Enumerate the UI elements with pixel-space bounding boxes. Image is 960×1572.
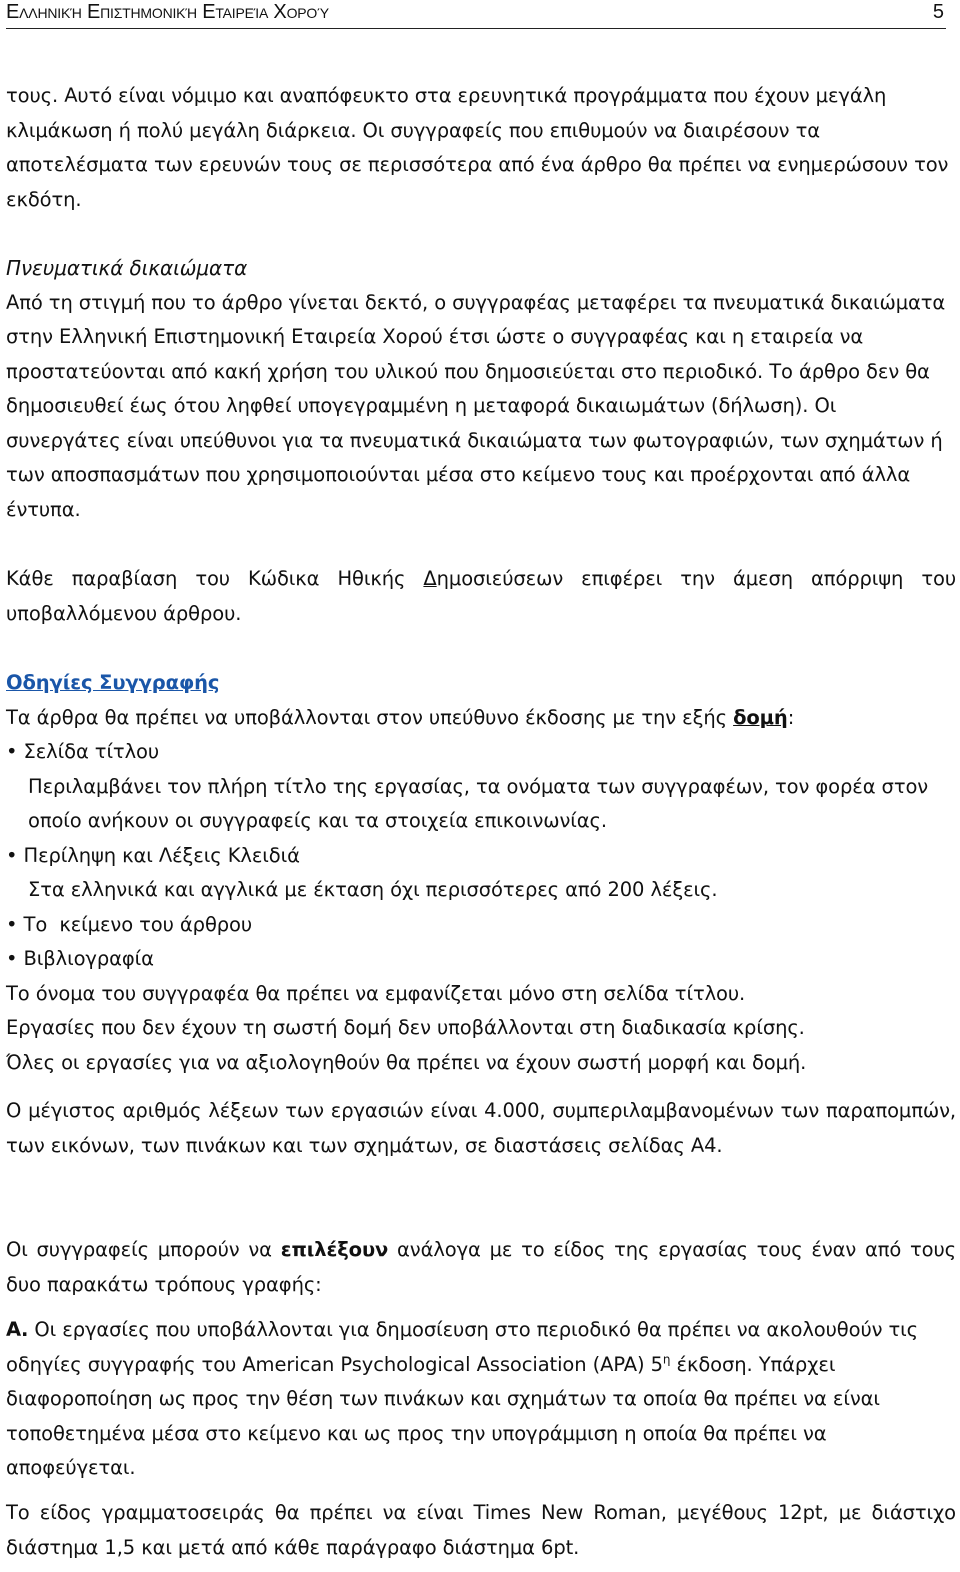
- styles-intro-end: ανάλογα με το είδος της εργασίας τους έναν από τους δυο παρακάτω τρόπους γραφής:: [6, 1238, 956, 1296]
- guidelines-intro-bold: δομή: [733, 705, 788, 729]
- page-header: [6, 0, 946, 29]
- page-number: 5: [932, 1, 944, 23]
- guidelines-line: Εργασίες που δεν έχουν τη σωστή δομή δεν υποβάλλονται στη διαδικασία κρίσης.: [6, 1016, 805, 1039]
- guidelines-intro-text: Τα άρθρα θα πρέπει να υποβάλλονται στον υπεύθυνο έκδοσης με την εξής: [6, 705, 734, 729]
- journal-title: Ελληνική Επιστημονική Εταιρεία Χορού: [6, 1, 329, 23]
- ethics-underlined-letter: Δ: [423, 567, 437, 590]
- option-a-text: Οι εργασίες που υποβάλλονται για δημοσίευση στο περιοδικό θα πρέπει να ακολουθούν τις οδηγίες συγγραφής του American Psychological Association (APA) 5: [6, 1318, 918, 1376]
- copyright-text: Από τη στιγμή που το άρθρο γίνεται δεκτό, ο συγγραφέας μεταφέρει τα πνευματικά δικαιώματα στην Ελληνική Επιστημονική Εταιρεία Χορού έτσι ώστε ο συγγραφέας και η εταιρεία να προστατεύονται από κακή χρήση του υλικού που δημοσιεύεται στο περιοδικό. Το άρθρο δεν θα δημοσιευθεί έως ότου ληφθεί υπογεγραμμένη η μεταφορά δικαιωμάτων (δήλωση). Οι συνεργάτες είναι υπεύθυνοι για τα πνευματικά δικαιώματα των φωτογραφιών, των σχημάτων ή των αποσπασμάτων που χρησιμοποιούνται μέσα στο κείμενο τους και προέρχονται από άλλα έντυπα.: [6, 290, 946, 521]
- ethics-text-end: ημοσιεύσεων επιφέρει την άμεση απόρριψη του υποβαλλόμενου άρθρου.: [6, 567, 956, 625]
- bullet-icon: •: [6, 947, 18, 970]
- guidelines-line: Όλες οι εργασίες για να αξιολογηθούν θα πρέπει να έχουν σωστή μορφή και δομή.: [6, 1050, 807, 1074]
- guidelines-heading: Οδηγίες Συγγραφής: [6, 671, 220, 694]
- guidelines-line: Το όνομα του συγγραφέα θα πρέπει να εμφανίζεται μόνο στη σελίδα τίτλου.: [6, 981, 746, 1005]
- writing-styles-section: [6, 1233, 956, 1302]
- list-item-label: Περίληψη και Λέξεις Κλειδιά: [23, 843, 300, 867]
- styles-intro-bold: επιλέξουν: [280, 1238, 389, 1261]
- option-a-superscript: η: [662, 1352, 671, 1366]
- list-item-label: Σελίδα τίτλου: [23, 740, 160, 763]
- bullet-icon: •: [6, 740, 18, 763]
- guidelines-intro-colon: :: [787, 705, 795, 729]
- ethics-text-start: Κάθε παραβίαση του Κώδικα Ηθικής: [6, 567, 424, 590]
- styles-intro-text: Οι συγγραφείς μπορούν να: [6, 1238, 281, 1261]
- max-words-paragraph: Ο μέγιστος αριθμός λέξεων των εργασιών είναι 4.000, συμπεριλαμβανομένων των παραπομπών, των εικόνων, των πινάκων και των σχημάτων, σε διαστάσεις σελίδας Α4.: [6, 1099, 956, 1157]
- list-item-label: Το κείμενο του άρθρου: [23, 912, 253, 936]
- list-item-detail: Στα ελληνικά και αγγλικά με έκταση όχι περισσότερες από 200 λέξεις.: [28, 878, 718, 901]
- font-note-paragraph: Το είδος γραμματοσειράς θα πρέπει να είναι Times New Roman, μεγέθους 12pt, με διάστιχο διάστημα 1,5 και μετά από κάθε παράγραφο διάστημα 6pt.: [6, 1501, 956, 1559]
- intro-paragraph: τους. Αυτό είναι νόμιμο και αναπόφευκτο στα ερευνητικά προγράμματα που έχουν μεγάλη κλιμάκωση ή πολύ μεγάλη διάρκεια. Οι συγγραφείς που επιθυμούν να διαιρέσουν τα αποτελέσματα των ερευνών τους σε περισσότερα από ένα άρθρο θα πρέπει να ενημερώσουν τον εκδότη.: [6, 84, 949, 211]
- bullet-icon: •: [6, 912, 18, 936]
- list-item-detail: Περιλαμβάνει τον πλήρη τίτλο της εργασίας, τα ονόματα των συγγραφέων, τον φορέα στον οποίο ανήκουν οι συγγραφείς και τα στοιχεία επικοινωνίας.: [28, 774, 929, 832]
- copyright-heading: Πνευματικά δικαιώματα: [6, 256, 248, 280]
- styles-intro: [6, 1233, 956, 1302]
- guidelines-section: [6, 666, 956, 1080]
- list-item: [6, 839, 956, 874]
- ethics-paragraph: [6, 562, 956, 631]
- list-item: [6, 908, 956, 943]
- option-a-label: Α.: [6, 1318, 29, 1341]
- list-item: [6, 735, 956, 770]
- option-a-text-end: έκδοση. Υπάρχει διαφοροποίηση ως προς την θέση των πινάκων και σχημάτων τα οποία θα πρέπει να είναι τοποθετημένα μέσα στο κείμενο και ως προς την υπογράμμιση η οποία θα πρέπει να αποφεύγεται.: [6, 1352, 880, 1479]
- list-item-label: Βιβλιογραφία: [23, 947, 154, 970]
- bullet-icon: •: [6, 843, 18, 867]
- guidelines-intro: [6, 701, 956, 736]
- copyright-section: [6, 251, 956, 527]
- list-item: [6, 942, 956, 977]
- style-option-a: [6, 1313, 956, 1486]
